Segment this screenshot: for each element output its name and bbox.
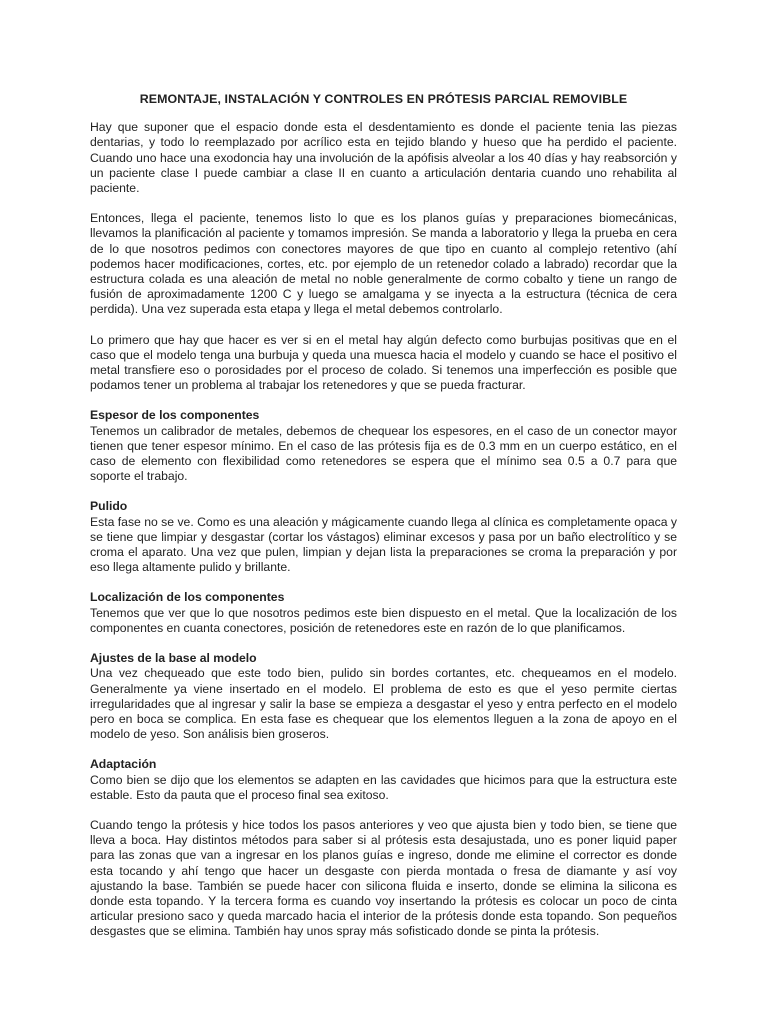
section-heading: Espesor de los componentes <box>90 408 260 423</box>
document-title: REMONTAJE, INSTALACIÓN Y CONTROLES EN PRÓTESIS PARCIAL REMOVIBLE <box>139 92 628 106</box>
section-heading: Adaptación <box>90 757 157 772</box>
intro-paragraph-2: Entonces, llega el paciente, tenemos listo lo que es los planos guías y preparaciones biomecánicas, llevamos la planificación al paciente y tomamos impresión. Se manda a laboratorio y llega la prueba en cera de lo que nosotros pedimos con conectores mayores de que tipo en cuanto al complejo retentivo (ahí podemos hacer modificaciones, cortes, etc. por ejemplo de un retenedor colado a labrado) recordar que la estructura colada es una aleación de metal no noble generalmente de cormo cobalto y tiene un rango de fusión de aproximadamente 1200 C y luego se amalgama y se inyecta a la estructura (técnica de cera perdida). Una vez superada esta etapa y llega el metal debemos controlarlo. <box>90 211 677 317</box>
section-localizacion <box>90 590 677 636</box>
section-body-continued: Cuando tengo la prótesis y hice todos los pasos anteriores y veo que ajusta bien y todo bien, se tiene que lleva a boca. Hay distintos métodos para saber si al prótesis esta desajustada, uno es poner liquid paper para las zonas que van a ingresar en los planos guías e ingreso, donde me elimine el corrector es donde esta tocando y ahí tengo que hacer un desgaste con pierda montada o fresa de diamante y así voy ajustando la base. También se puede hacer con silicona fluida e inserto, donde se elimina la silicona es donde esta topando. Y la tercera forma es cuando voy insertando la prótesis es colocar un poco de cinta articular presiono saco y queda marcado hacia el interior de la prótesis donde esta topando. Son pequeños desgastes que se elimina. También hay unos spray más sofisticado donde se pinta la prótesis. <box>90 817 677 939</box>
section-body: Como bien se dijo que los elementos se adapten en las cavidades que hicimos para que la estructura este estable. Esto da pauta que el proceso final sea exitoso. <box>90 772 677 802</box>
document-page <box>90 92 677 955</box>
section-heading: Localización de los componentes <box>90 590 285 605</box>
intro-paragraph-1: Hay que suponer que el espacio donde esta el desdentamiento es donde el paciente tenia las piezas dentarias, y todo lo reemplazado por acrílico esta en tejido blando y hueso que ha perdido el paciente. Cuando uno hace una exodoncia hay una involución de la apófisis alveolar a los 40 días y hay reabsorción y un paciente clase I puede cambiar a clase II en cuanto a articulación dentaria cuando uno rehabilita al paciente. <box>90 120 677 196</box>
section-heading: Ajustes de la base al modelo <box>90 651 257 666</box>
section-body: Tenemos un calibrador de metales, debemos de chequear los espesores, en el caso de un conector mayor tienen que tener espesor mínimo. En el caso de las prótesis fija es de 0.3 mm en un cuerpo estático, en el caso de elemento con flexibilidad como retenedores se espera que el mínimo sea 0.5 a 0.7 para que soporte el trabajo. <box>90 423 677 484</box>
section-body: Tenemos que ver que lo que nosotros pedimos este bien dispuesto en el metal. Que la localización de los componentes en cuanta conectores, posición de retenedores este en razón de lo que planificamos. <box>90 605 677 635</box>
section-body: Esta fase no se ve. Como es una aleación y mágicamente cuando llega al clínica es completamente opaca y se tiene que limpiar y desgastar (cortar los vástagos) eliminar excesos y pasa por un baño electrolítico y se croma el aparato. Una vez que pulen, limpian y dejan lista la preparaciones se croma la preparación y por eso llega altamente pulido y brillante. <box>90 514 677 575</box>
section-pulido <box>90 499 677 575</box>
intro-paragraph-3: Lo primero que hay que hacer es ver si en el metal hay algún defecto como burbujas positivas que en el caso que el modelo tenga una burbuja y queda una muesca hacia el modelo y cuando se hace el positivo el metal transfiere eso o porosidades por el proceso de colado. Si tenemos una imperfección es posible que podamos tener un problema al trabajar los retenedores y que se pueda fracturar. <box>90 332 677 393</box>
section-espesor <box>90 408 677 484</box>
section-body: Una vez chequeado que este todo bien, pulido sin bordes cortantes, etc. chequeamos en el modelo. Generalmente ya viene insertado en el modelo. El problema de esto es que el yeso permite ciertas irregularidades que al ingresar y salir la base se empieza a desgastar el yeso y entra perfecto en el modelo pero en boca se complica. En esta fase es chequear que los elementos lleguen a la zona de apoyo en el modelo de yeso. Son análisis bien groseros. <box>90 666 677 742</box>
section-adaptacion <box>90 757 677 939</box>
section-ajustes <box>90 651 677 742</box>
section-heading: Pulido <box>90 499 128 514</box>
